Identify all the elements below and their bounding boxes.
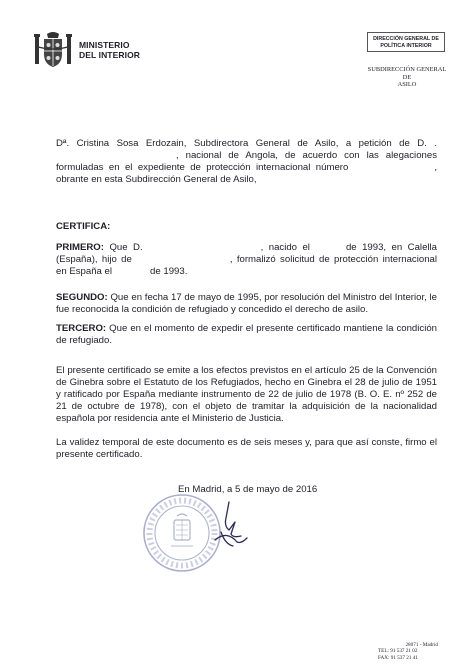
primero-label: PRIMERO:: [56, 242, 104, 253]
directorate-line-1: DIRECCIÓN GENERAL DE: [373, 36, 439, 42]
footer-fax: FAX: 91 537 21 41: [378, 654, 418, 661]
footer-postal: 28071 - Madrid: [405, 642, 438, 648]
footer-tel: TEL: 91 537 21 02: [378, 648, 418, 655]
coat-of-arms-icon: [33, 30, 73, 70]
primero-part-3: de 1993, en Calella (España), hijo de: [56, 242, 437, 265]
signature-icon: [207, 500, 251, 548]
segundo-text: Que en fecha 17 de mayo de 1995, por resolución del Ministro del Interior, le fue reconocida la condición de refugiado y concedido el derecho de asilo.: [56, 292, 437, 315]
tercero-text: Que en el momento de expedir el presente certificado mantiene la condición de refugiado.: [56, 323, 437, 346]
primero-part-1: Que D.: [109, 242, 143, 253]
primero-paragraph: [56, 242, 437, 278]
segundo-paragraph: [56, 292, 437, 316]
directorate-line-2: POLÍTICA INTERIOR: [380, 43, 432, 49]
tercero-label: TERCERO:: [56, 323, 107, 334]
date-line: En Madrid, a 5 de mayo de 2016: [178, 484, 318, 495]
subdirectorate-line-2: ASILO: [397, 81, 417, 88]
primero-part-5: de 1993.: [150, 265, 188, 277]
directorate-box: [367, 32, 445, 52]
intro-part-2: , nacional de Angola, de acuerdo con las alegaciones formuladas en el expediente de protección internacional número: [56, 149, 437, 173]
subdirectorate-label: [365, 66, 449, 89]
subdirectorate-line-1: SUBDIRECCIÓN GENERAL DE: [367, 66, 447, 81]
tercero-paragraph: [56, 323, 437, 347]
footer-contact: [378, 642, 438, 661]
intro-paragraph: [56, 138, 437, 186]
primero-part-2: , nacido el: [260, 242, 310, 253]
ministry-name: [79, 40, 140, 60]
intro-part-1: Dª. Cristina Sosa Erdozain, Subdirectora General de Asilo, a petición de D. .: [56, 138, 437, 149]
segundo-label: SEGUNDO:: [56, 292, 108, 303]
ministry-line-2: DEL INTERIOR: [79, 50, 141, 60]
primero-part-4: , formalizó solicitud de protección internacional en España el: [56, 253, 437, 277]
certifica-heading: CERTIFICA:: [56, 221, 111, 232]
ministry-line-1: MINISTERIO: [79, 40, 130, 50]
effects-paragraph: El presente certificado se emite a los efectos previstos en el artículo 25 de la Convención de Ginebra sobre el Estatuto de los Refugiados, hecho en Ginebra el 28 de julio de 1951 y ratificado por España mediante instrumento de 22 de julio de 1978 (B. O. E. nº 252 de 21 de octubre de 1978), con el objeto de tramitar la adquisición de la nacionalidad española por residencia ante el Ministerio de Justicia.: [56, 365, 437, 424]
intro-part-3: , obrante en esta Subdirección General de Asilo,: [56, 161, 437, 185]
validity-paragraph: La validez temporal de este documento es de seis meses y, para que así conste, firmo el presente certificado.: [56, 437, 437, 460]
